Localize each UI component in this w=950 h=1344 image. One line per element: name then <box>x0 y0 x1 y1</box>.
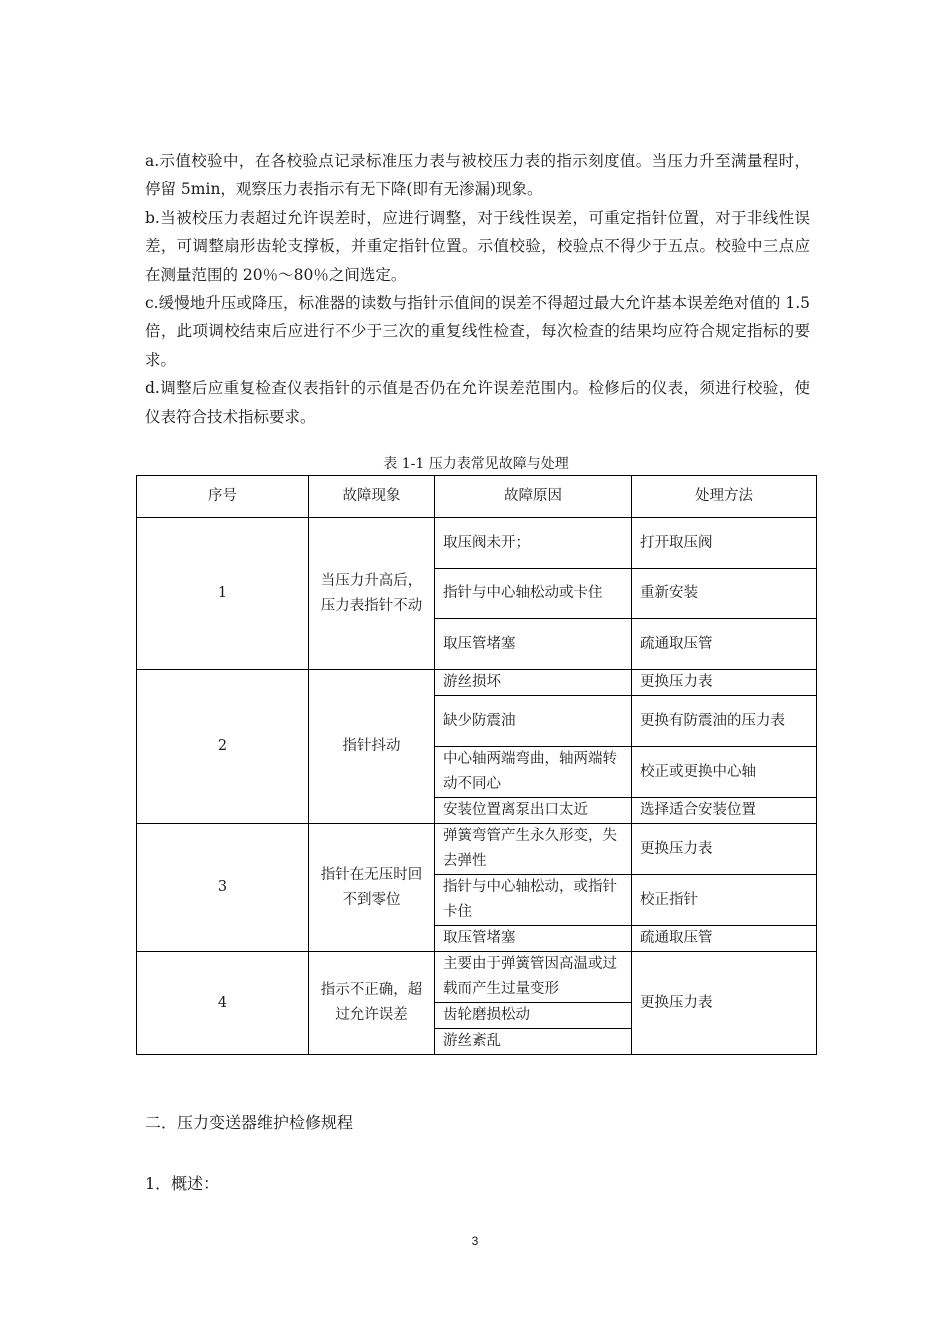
cause-cell: 齿轮磨损松动 <box>435 1003 632 1029</box>
action-cell: 重新安装 <box>632 569 817 619</box>
header-symptom: 故障现象 <box>309 476 435 518</box>
action-cell: 选择适合安装位置 <box>632 798 817 824</box>
cause-cell: 取压管堵塞 <box>435 926 632 952</box>
cause-cell: 取压阀未开； <box>435 518 632 569</box>
cause-cell: 指针与中心轴松动或卡住 <box>435 569 632 619</box>
cause-cell: 弹簧弯管产生永久形变，失去弹性 <box>435 824 632 875</box>
paragraph-b: b.当被校压力表超过允许误差时，应进行调整，对于线性误差，可重定指针位置，对于非线性误差，可调整扇形齿轮支撑板，并重定指针位置。示值校验，校验点不得少于五点。校验中三点应在测量范围的 20％～80％之间选定。 <box>145 208 810 284</box>
cause-cell: 游丝损坏 <box>435 670 632 696</box>
cause-cell: 游丝紊乱 <box>435 1029 632 1055</box>
table-row <box>137 518 817 569</box>
paragraph-c: c.缓慢地升压或降压，标准器的读数与指针示值间的误差不得超过最大允许基本误差绝对值的 1.5 倍，此项调校结束后应进行不少于三次的重复线性检查，每次检查的结果均应符合规定指标的要求。 <box>145 294 810 369</box>
table-row <box>137 670 817 696</box>
symptom-cell: 指针抖动 <box>309 670 435 824</box>
symptom-cell: 当压力升高后，压力表指针不动 <box>309 518 435 670</box>
cause-cell: 中心轴两端弯曲，轴两端转动不同心 <box>435 747 632 798</box>
section-heading: 二．压力变送器维护检修规程 <box>145 1113 354 1132</box>
action-cell: 更换压力表 <box>632 824 817 875</box>
row-number: 3 <box>137 824 309 952</box>
symptom-cell: 指示不正确，超过允许误差 <box>309 952 435 1055</box>
body-text <box>145 147 810 431</box>
sub-heading: 1．概述： <box>145 1174 220 1193</box>
cause-cell: 取压管堵塞 <box>435 619 632 670</box>
action-cell: 更换有防震油的压力表 <box>632 696 817 747</box>
action-cell: 疏通取压管 <box>632 619 817 670</box>
row-number: 4 <box>137 952 309 1055</box>
action-cell: 打开取压阀 <box>632 518 817 569</box>
row-number: 2 <box>137 670 309 824</box>
cause-cell: 指针与中心轴松动，或指针卡住 <box>435 875 632 926</box>
header-action: 处理方法 <box>632 476 817 518</box>
symptom-cell: 指针在无压时回不到零位 <box>309 824 435 952</box>
cause-cell: 主要由于弹簧管因高温或过载而产生过量变形 <box>435 952 632 1003</box>
action-cell: 校正或更换中心轴 <box>632 747 817 798</box>
table-header-row <box>137 476 817 518</box>
cause-cell: 缺少防震油 <box>435 696 632 747</box>
page-number: 3 <box>471 1234 479 1248</box>
cause-cell: 安装位置离泵出口太近 <box>435 798 632 824</box>
row-number: 1 <box>137 518 309 670</box>
paragraph-a: a.示值校验中，在各校验点记录标准压力表与被校压力表的指示刻度值。当压力升至满量程时，停留 5min，观察压力表指示有无下降(即有无渗漏)现象。 <box>145 152 810 199</box>
action-cell: 更换压力表 <box>632 670 817 696</box>
action-cell: 疏通取压管 <box>632 926 817 952</box>
header-no: 序号 <box>137 476 309 518</box>
action-cell: 更换压力表 <box>632 952 817 1055</box>
table-row <box>137 952 817 1003</box>
table-caption: 表 1-1 压力表常见故障与处理 <box>383 456 569 472</box>
paragraph-d: d.调整后应重复检查仪表指针的示值是否仍在允许误差范围内。检修后的仪表，须进行校验，使仪表符合技术指标要求。 <box>145 379 810 426</box>
fault-table <box>136 475 817 1055</box>
header-cause: 故障原因 <box>435 476 632 518</box>
table-row <box>137 824 817 875</box>
action-cell: 校正指针 <box>632 875 817 926</box>
